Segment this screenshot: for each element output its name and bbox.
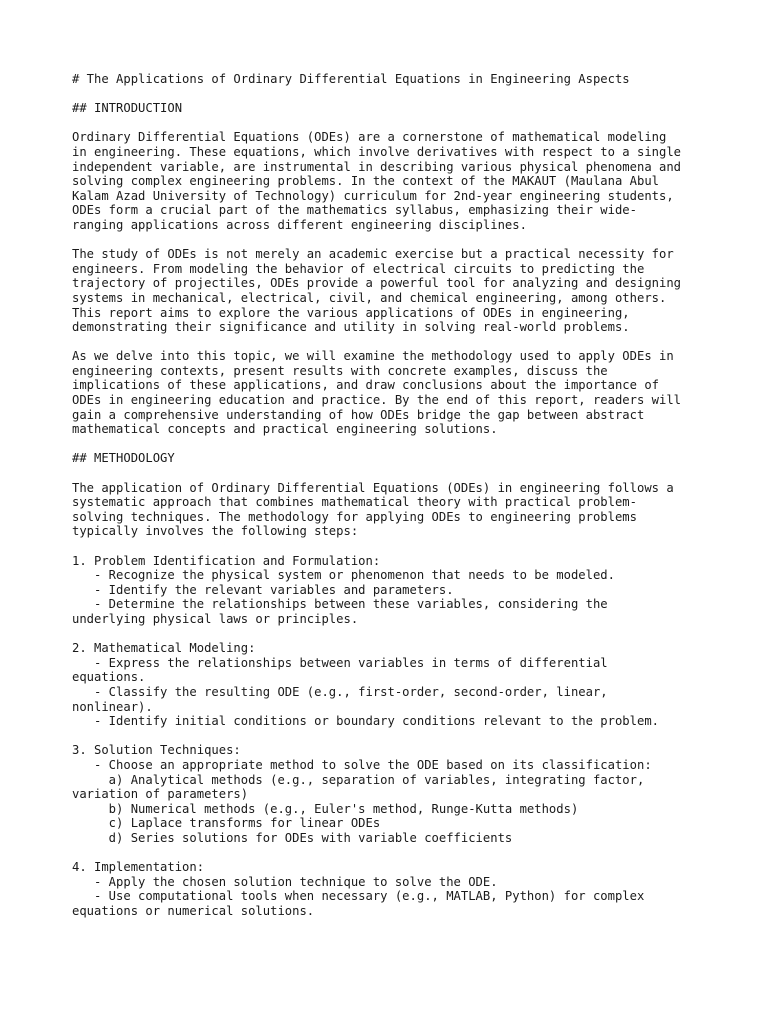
spacer bbox=[72, 845, 702, 860]
methodology-step-3 bbox=[72, 743, 702, 845]
list-item: c) Laplace transforms for linear ODEs bbox=[72, 816, 381, 831]
list-item: - Apply the chosen solution technique to solve the ODE. bbox=[72, 874, 498, 889]
text-line: systematic approach that combines mathematical theory with practical problem- bbox=[72, 495, 637, 510]
text-line: gain a comprehensive understanding of how ODEs bridge the gap between abstract bbox=[72, 407, 645, 422]
list-item: variation of parameters) bbox=[72, 787, 249, 802]
list-item: a) Analytical methods (e.g., separation of variables, integrating factor, bbox=[72, 772, 645, 787]
text-line: This report aims to explore the various applications of ODEs in engineering, bbox=[72, 305, 630, 320]
methodology-step-1 bbox=[72, 554, 702, 627]
list-item: 3. Solution Techniques: bbox=[72, 743, 241, 758]
list-item: 2. Mathematical Modeling: bbox=[72, 641, 256, 656]
text-line: ODEs form a crucial part of the mathematics syllabus, emphasizing their wide- bbox=[72, 203, 637, 218]
text-line: Ordinary Differential Equations (ODEs) are a cornerstone of mathematical modeling bbox=[72, 130, 667, 145]
text-line: ODEs in engineering education and practice. By the end of this report, readers will bbox=[72, 393, 682, 408]
text-line: engineers. From modeling the behavior of electrical circuits to predicting the bbox=[72, 261, 645, 276]
list-item: - Identify initial conditions or boundary conditions relevant to the problem. bbox=[72, 714, 659, 729]
spacer bbox=[72, 335, 702, 350]
spacer bbox=[72, 116, 702, 131]
text-line: solving complex engineering problems. In the context of the MAKAUT (Maulana Abul bbox=[72, 174, 659, 189]
text-line: independent variable, are instrumental in describing various physical phenomena and bbox=[72, 159, 682, 174]
methodology-paragraph-1 bbox=[72, 481, 702, 539]
list-item: 4. Implementation: bbox=[72, 860, 205, 875]
introduction-paragraph-2 bbox=[72, 247, 702, 335]
spacer bbox=[72, 466, 702, 481]
spacer bbox=[72, 729, 702, 744]
document-title: # The Applications of Ordinary Differential Equations in Engineering Aspects bbox=[72, 72, 630, 86]
list-item: underlying physical laws or principles. bbox=[72, 611, 359, 626]
text-line: The application of Ordinary Differential Equations (ODEs) in engineering follows a bbox=[72, 480, 674, 495]
spacer bbox=[72, 437, 702, 452]
spacer bbox=[72, 233, 702, 248]
spacer bbox=[72, 627, 702, 642]
document-page bbox=[72, 72, 702, 918]
text-line: systems in mechanical, electrical, civil, and chemical engineering, among others. bbox=[72, 290, 667, 305]
text-line: As we delve into this topic, we will examine the methodology used to apply ODEs in bbox=[72, 349, 674, 364]
methodology-heading: ## METHODOLOGY bbox=[72, 451, 175, 466]
text-line: implications of these applications, and draw conclusions about the importance of bbox=[72, 378, 659, 393]
list-item: equations. bbox=[72, 670, 146, 685]
list-item: equations or numerical solutions. bbox=[72, 903, 315, 918]
list-item: - Classify the resulting ODE (e.g., first-order, second-order, linear, bbox=[72, 684, 608, 699]
text-line: trajectory of projectiles, ODEs provide a powerful tool for analyzing and designing bbox=[72, 276, 682, 291]
text-line: solving techniques. The methodology for applying ODEs to engineering problems bbox=[72, 509, 637, 524]
list-item: nonlinear). bbox=[72, 699, 153, 714]
text-line: Kalam Azad University of Technology) curriculum for 2nd-year engineering students, bbox=[72, 188, 674, 203]
methodology-step-4 bbox=[72, 860, 702, 918]
text-line: in engineering. These equations, which involve derivatives with respect to a single bbox=[72, 144, 682, 159]
introduction-heading: ## INTRODUCTION bbox=[72, 101, 183, 116]
text-line: mathematical concepts and practical engineering solutions. bbox=[72, 422, 498, 437]
text-line: ranging applications across different engineering disciplines. bbox=[72, 217, 527, 232]
introduction-paragraph-3 bbox=[72, 349, 702, 437]
text-line: demonstrating their significance and utility in solving real-world problems. bbox=[72, 320, 630, 335]
list-item: 1. Problem Identification and Formulation: bbox=[72, 553, 381, 568]
spacer bbox=[72, 539, 702, 554]
methodology-step-2 bbox=[72, 641, 702, 729]
list-item: - Determine the relationships between these variables, considering the bbox=[72, 597, 608, 612]
list-item: b) Numerical methods (e.g., Euler's method, Runge-Kutta methods) bbox=[72, 801, 579, 816]
list-item: - Identify the relevant variables and parameters. bbox=[72, 582, 454, 597]
list-item: - Express the relationships between variables in terms of differential bbox=[72, 655, 608, 670]
list-item: - Recognize the physical system or phenomenon that needs to be modeled. bbox=[72, 568, 615, 583]
text-line: The study of ODEs is not merely an academic exercise but a practical necessity for bbox=[72, 247, 674, 262]
list-item: - Choose an appropriate method to solve the ODE based on its classification: bbox=[72, 757, 652, 772]
introduction-paragraph-1 bbox=[72, 130, 702, 232]
text-line: engineering contexts, present results with concrete examples, discuss the bbox=[72, 363, 608, 378]
list-item: - Use computational tools when necessary (e.g., MATLAB, Python) for complex bbox=[72, 889, 645, 904]
list-item: d) Series solutions for ODEs with variable coefficients bbox=[72, 830, 513, 845]
spacer bbox=[72, 87, 702, 102]
text-line: typically involves the following steps: bbox=[72, 524, 359, 539]
